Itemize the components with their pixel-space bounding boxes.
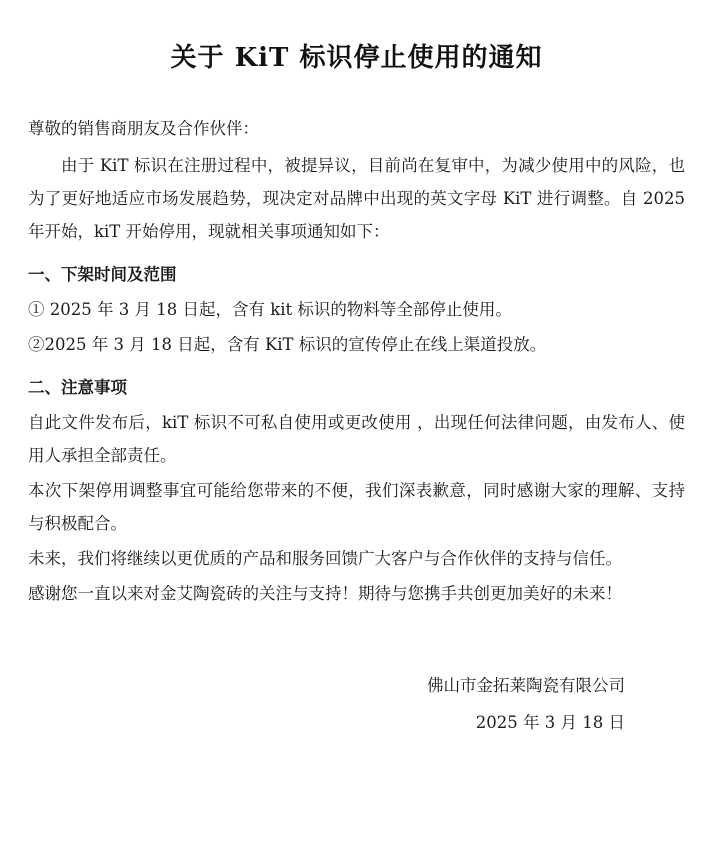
notice-paragraph: 本次下架停用调整事宜可能给您带来的不便，我们深表歉意，同时感谢大家的理解、支持与积极配合。: [28, 481, 685, 534]
notice-paragraph: 未来，我们将继续以更优质的产品和服务回馈广大客户与合作伙伴的支持与信任。: [28, 549, 622, 569]
salutation: 尊敬的销售商朋友及合作伙伴：: [28, 119, 259, 139]
section-heading-1: 一、下架时间及范围: [28, 265, 177, 285]
signature-block: [28, 668, 685, 741]
page-title: 关于 KiT 标识停止使用的通知: [170, 43, 543, 73]
notice-paragraph: 自此文件发布后，kiT 标识不可私自使用或更改使用 ，出现任何法律问题，由发布人、使用人承担全部责任。: [28, 413, 685, 466]
signature-date: 2025 年 3 月 18 日: [475, 712, 625, 732]
intro-paragraph: 由于 KiT 标识在注册过程中，被提异议，目前尚在复审中，为减少使用中的风险，也为了更好地适应市场发展趋势，现决定对品牌中出现的英文字母 KiT 进行调整。自 2025 年开始，kiT 开始停用，现就相关事项通知如下：: [28, 156, 685, 242]
notice-paragraph: 感谢您一直以来对金艾陶瓷砖的关注与支持！期待与您携手共创更加美好的未来！: [28, 584, 622, 604]
list-item: ②2025 年 3 月 18 日起，含有 KiT 标识的宣传停止在线上渠道投放。: [28, 335, 547, 355]
document-body: [28, 112, 685, 610]
section-heading-2: 二、注意事项: [28, 378, 127, 398]
signature-company: 佛山市金拓莱陶瓷有限公司: [427, 676, 625, 696]
list-item: ① 2025 年 3 月 18 日起，含有 kit 标识的物料等全部停止使用。: [28, 300, 512, 320]
